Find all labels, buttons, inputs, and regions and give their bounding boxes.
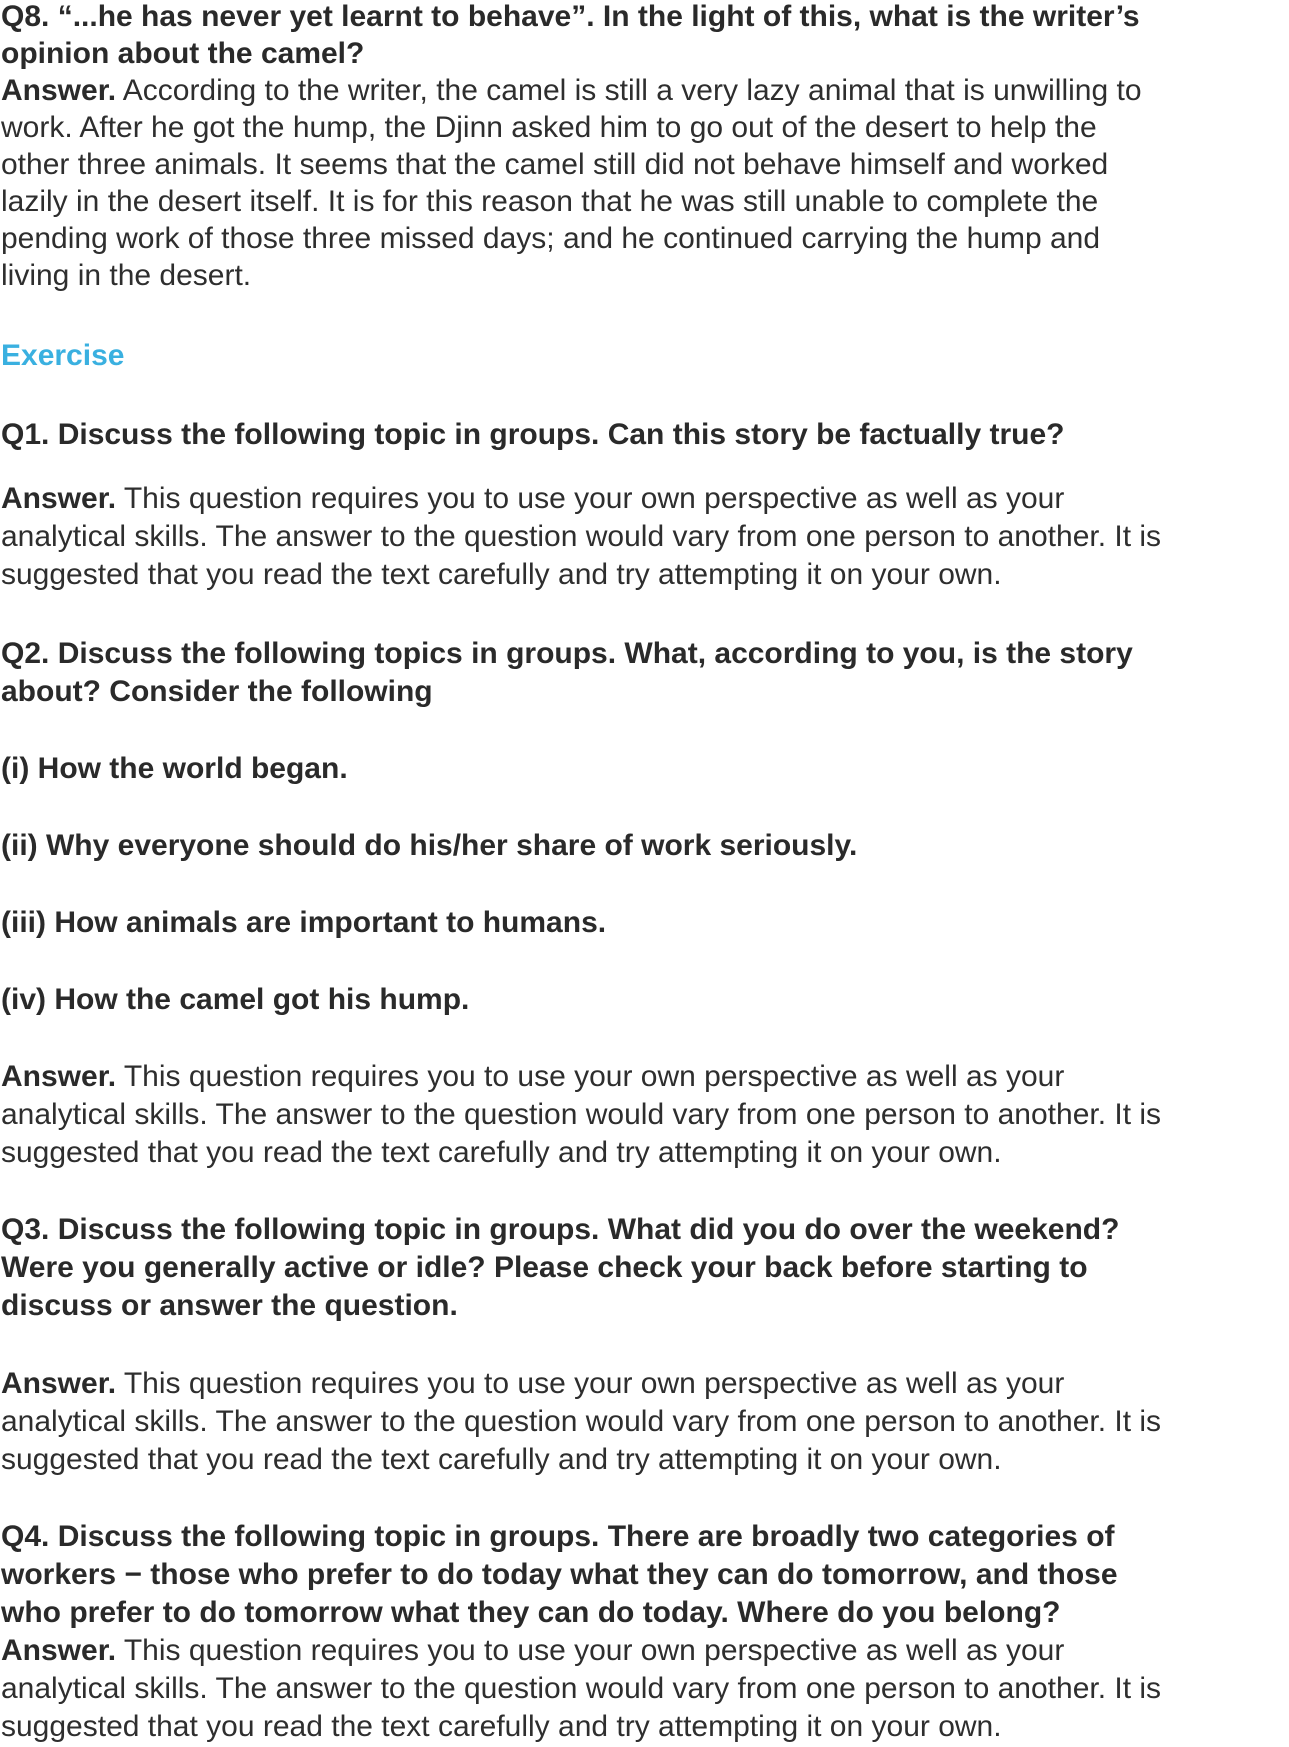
q8-question-line-1: Q8. “...he has never yet learnt to behave”. In the light of this, what is the writer’s xyxy=(1,0,1140,33)
q1-answer-text-1: This question requires you to use your own perspective as well as your xyxy=(123,482,1065,515)
exercise-heading: Exercise xyxy=(1,339,125,372)
q3-answer-line-3: suggested that you read the text carefully and try attempting it on your own. xyxy=(1,1443,1002,1476)
q8-answer-line-4: lazily in the desert itself. It is for this reason that he was still unable to complete the xyxy=(1,185,1099,218)
q2-answer-line-2: analytical skills. The answer to the question would vary from one person to another. It is xyxy=(1,1098,1162,1131)
q8-answer-text-1: According to the writer, the camel is still a very lazy animal that is unwilling to xyxy=(122,74,1142,107)
q1-answer-line-2: analytical skills. The answer to the question would vary from one person to another. It is xyxy=(1,520,1162,553)
q3-answer-line-2: analytical skills. The answer to the question would vary from one person to another. It is xyxy=(1,1405,1162,1438)
q3-question-line-3: discuss or answer the question. xyxy=(1,1289,458,1322)
q3-question-line-1: Q3. Discuss the following topic in groups. What did you do over the weekend? xyxy=(1,1213,1120,1246)
q4-answer-text-1: This question requires you to use your own perspective as well as your xyxy=(123,1634,1065,1667)
q2-question-line-1: Q2. Discuss the following topics in groups. What, according to you, is the story xyxy=(1,637,1133,670)
q2-answer-line-3: suggested that you read the text carefully and try attempting it on your own. xyxy=(1,1136,1002,1169)
answer-label: Answer. xyxy=(1,1367,117,1400)
q1-answer-line-1 xyxy=(1,480,1064,518)
answer-label: Answer. xyxy=(1,74,117,107)
q4-question-line-1: Q4. Discuss the following topic in groups. There are broadly two categories of xyxy=(1,1520,1115,1553)
q4-question-line-3: who prefer to do tomorrow what they can do today. Where do you belong? xyxy=(1,1596,1061,1629)
q2-option-3: (iii) How animals are important to humans. xyxy=(1,906,607,939)
q3-answer-line-1 xyxy=(1,1365,1064,1403)
answer-label: Answer. xyxy=(1,1060,117,1093)
q2-option-4: (iv) How the camel got his hump. xyxy=(1,983,470,1016)
q2-answer-text-1: This question requires you to use your own perspective as well as your xyxy=(123,1060,1065,1093)
answer-label: Answer. xyxy=(1,482,117,515)
q2-option-2: (ii) Why everyone should do his/her share of work seriously. xyxy=(1,829,858,862)
q4-question-line-2: workers − those who prefer to do today what they can do tomorrow, and those xyxy=(1,1558,1118,1591)
answer-label: Answer. xyxy=(1,1634,117,1667)
q3-answer-text-1: This question requires you to use your own perspective as well as your xyxy=(123,1367,1065,1400)
q8-answer-line-6: living in the desert. xyxy=(1,259,252,292)
q8-answer-line-5: pending work of those three missed days; and he continued carrying the hump and xyxy=(1,222,1101,255)
q4-answer-line-1 xyxy=(1,1632,1064,1670)
q1-question-line-1: Q1. Discuss the following topic in groups. Can this story be factually true? xyxy=(1,418,1065,451)
q4-answer-line-2: analytical skills. The answer to the question would vary from one person to another. It is xyxy=(1,1672,1162,1705)
q8-question-line-2: opinion about the camel? xyxy=(1,37,365,70)
q8-answer-line-3: other three animals. It seems that the camel still did not behave himself and worked xyxy=(1,148,1109,181)
q2-option-1: (i) How the world began. xyxy=(1,752,348,785)
q4-answer-line-3: suggested that you read the text carefully and try attempting it on your own. xyxy=(1,1710,1002,1743)
q2-question-line-2: about? Consider the following xyxy=(1,675,433,708)
q2-answer-line-1 xyxy=(1,1058,1064,1096)
q1-answer-line-3: suggested that you read the text carefully and try attempting it on your own. xyxy=(1,558,1002,591)
q3-question-line-2: Were you generally active or idle? Please check your back before starting to xyxy=(1,1251,1088,1284)
q8-answer-line-1 xyxy=(1,72,1142,110)
q8-answer-line-2: work. After he got the hump, the Djinn asked him to go out of the desert to help the xyxy=(1,111,1097,144)
